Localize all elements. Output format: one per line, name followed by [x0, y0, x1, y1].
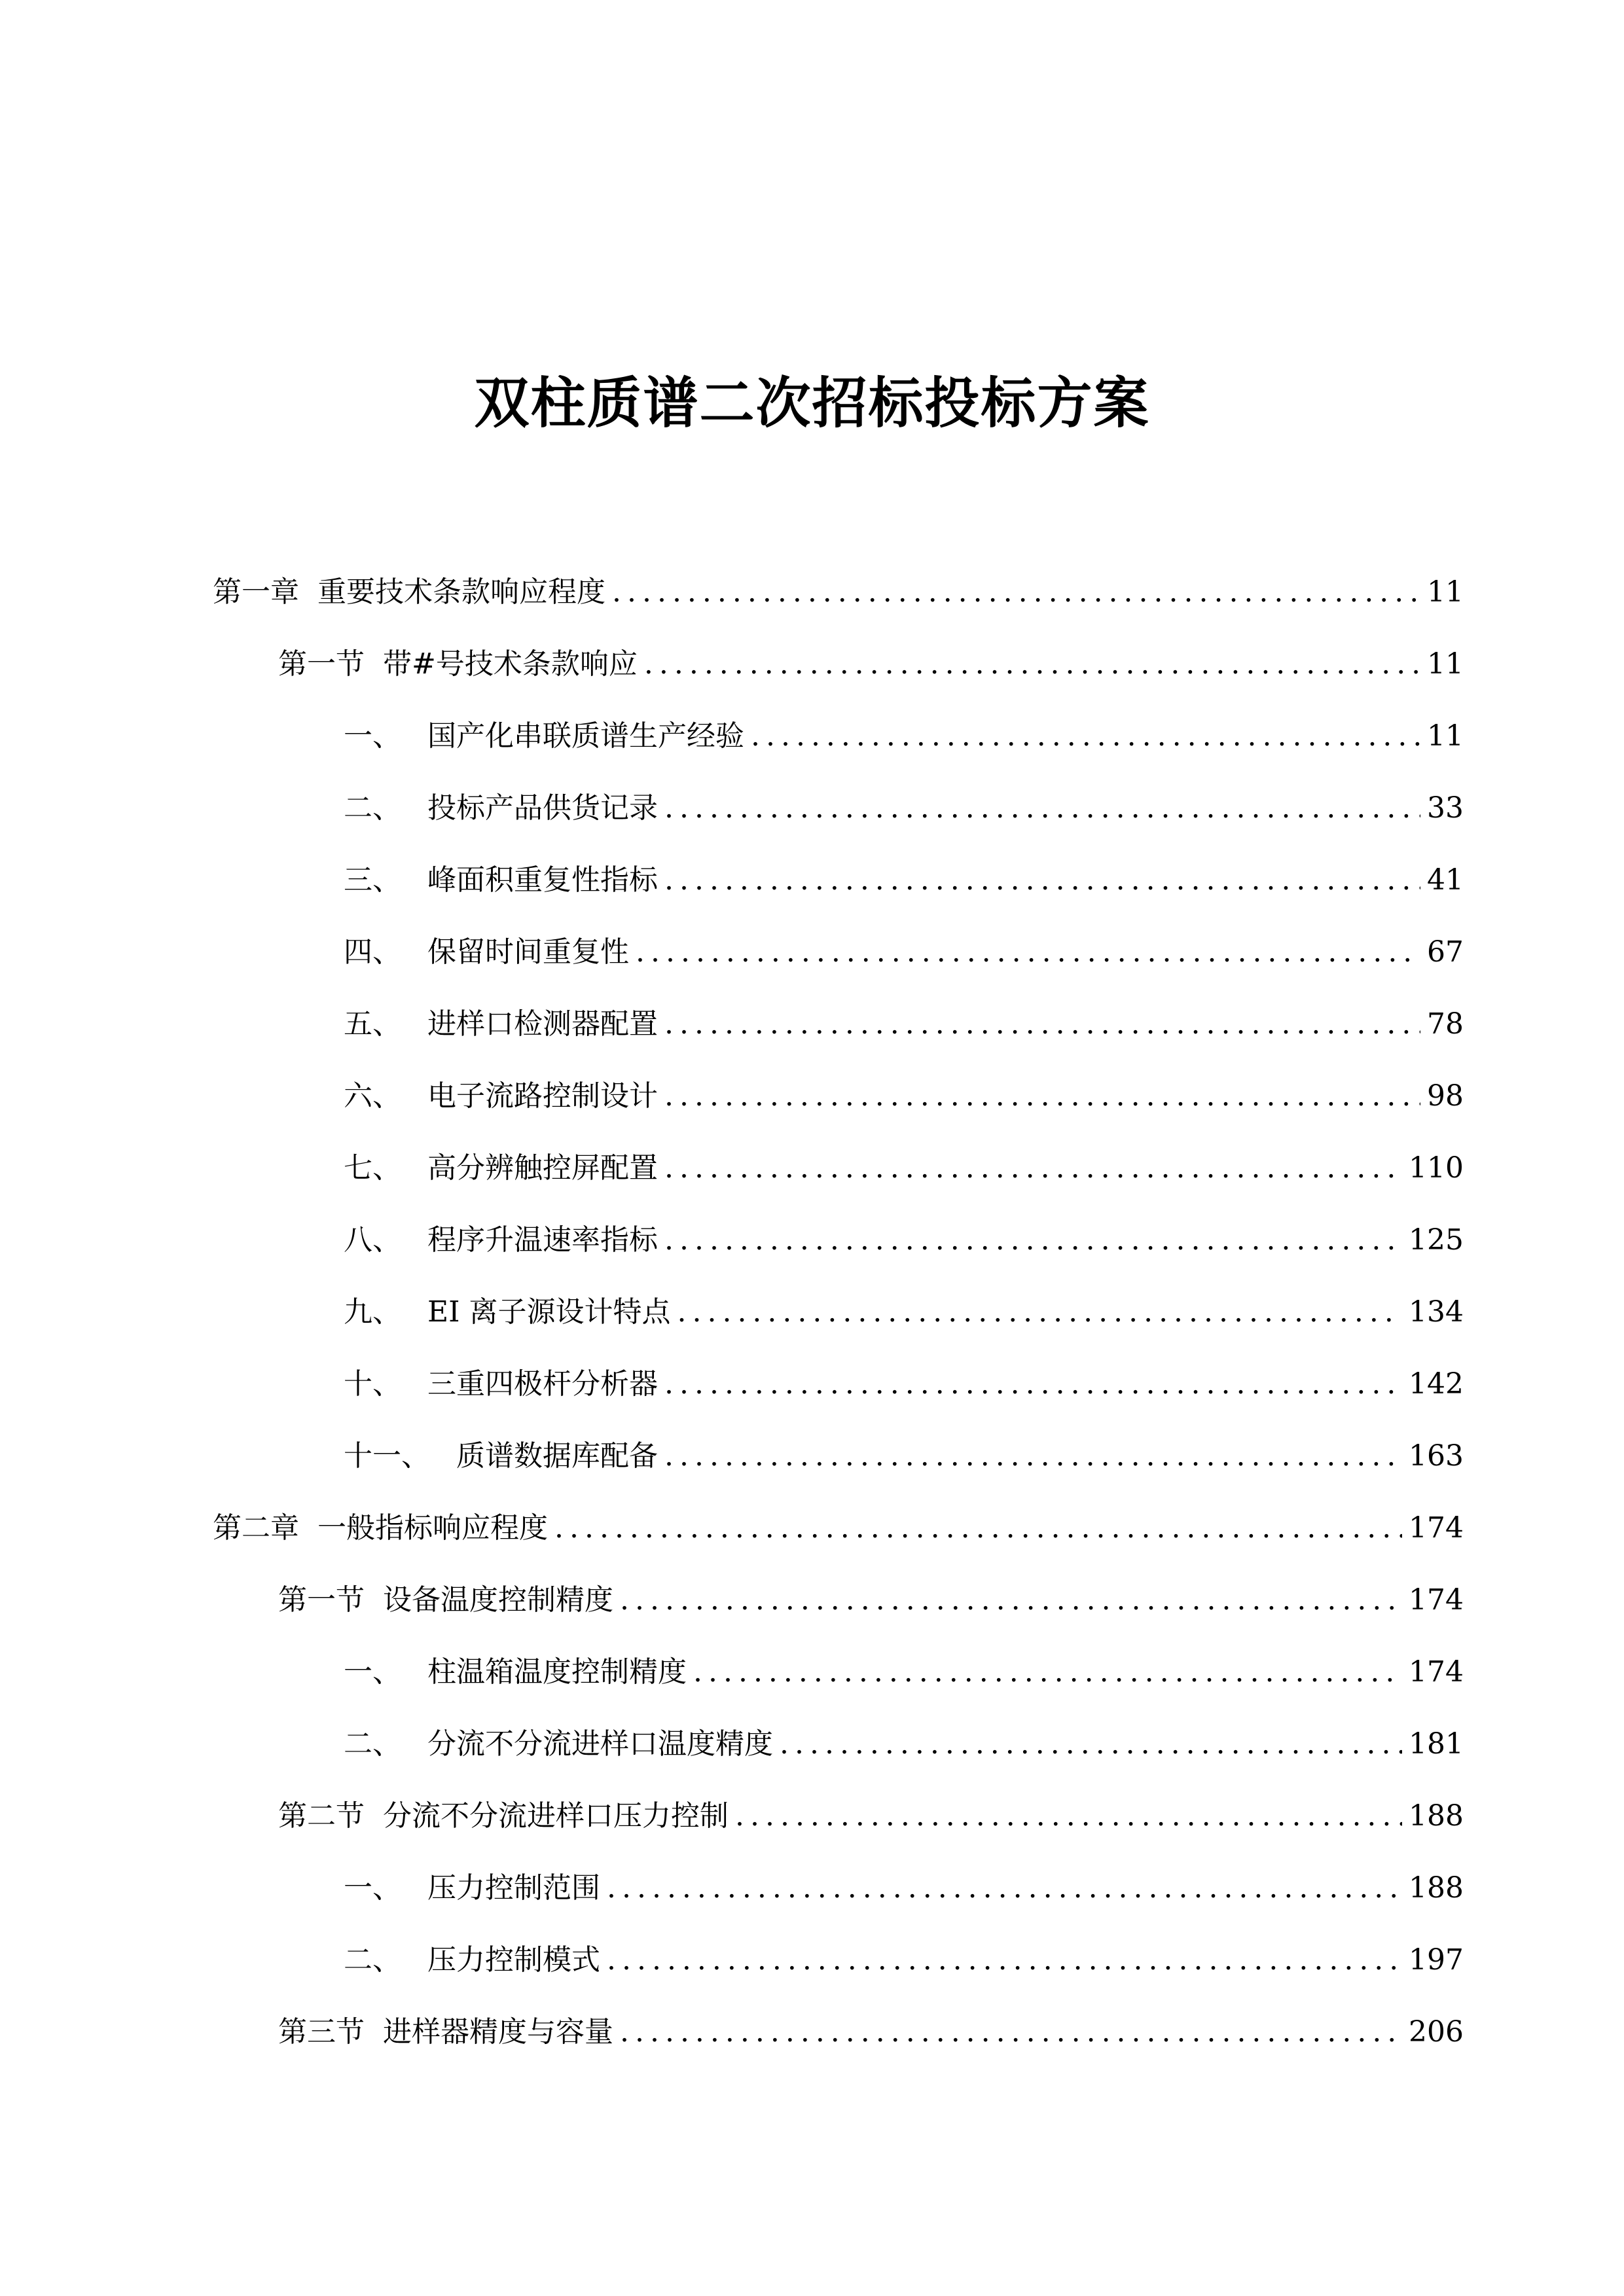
toc-entry[interactable] [344, 1865, 1464, 1911]
toc-entry-number: 五、 [344, 1007, 401, 1041]
toc-entry-number: 九、 [344, 1295, 401, 1329]
toc-entry[interactable] [344, 1001, 1464, 1047]
toc-dot-leader [677, 1289, 1403, 1335]
toc-entry-number: 一、 [344, 1655, 401, 1689]
toc-entry-number: 二、 [344, 1727, 401, 1761]
toc-entry-title: 一般指标响应程度 [317, 1511, 548, 1545]
toc-entry-title: 重要技术条款响应程度 [317, 575, 605, 609]
toc-dot-leader [664, 1361, 1402, 1407]
toc-entry-title: 投标产品供货记录 [427, 791, 658, 825]
toc-entry-page: 163 [1409, 1439, 1464, 1473]
toc-entry[interactable] [344, 1433, 1464, 1479]
toc-entry-number: 二、 [344, 1943, 401, 1977]
toc-entry[interactable] [344, 857, 1464, 903]
toc-entry-page: 41 [1427, 863, 1464, 897]
toc-entry-title: EI 离子源设计特点 [427, 1295, 671, 1329]
toc-dot-leader [607, 1937, 1402, 1983]
toc-entry-number: 一、 [344, 1871, 401, 1905]
toc-entry-title: 分流不分流进样口压力控制 [383, 1799, 729, 1833]
toc-entry-page: 188 [1409, 1871, 1464, 1905]
toc-entry[interactable] [344, 1289, 1464, 1335]
toc-dot-leader [664, 785, 1420, 831]
toc-entry-page: 110 [1409, 1151, 1464, 1185]
toc-entry-number: 四、 [344, 935, 401, 969]
toc-entry-number: 一、 [344, 719, 401, 753]
toc-entry-title: 进样器精度与容量 [383, 2015, 613, 2049]
toc-entry-number: 第一章 [213, 575, 299, 609]
toc-entry-title: 电子流路控制设计 [427, 1079, 658, 1113]
toc-entry-number: 第一节 [278, 647, 365, 681]
toc-dot-leader [664, 1145, 1402, 1191]
toc-entry-title: 压力控制范围 [427, 1871, 600, 1905]
toc-entry-page: 174 [1409, 1655, 1464, 1689]
toc-dot-leader [554, 1505, 1402, 1551]
toc-entry-page: 33 [1427, 791, 1464, 825]
toc-dot-leader [693, 1649, 1402, 1695]
toc-dot-leader [664, 857, 1420, 903]
toc-entry[interactable] [278, 2009, 1464, 2055]
toc-entry-page: 67 [1427, 935, 1464, 969]
toc-entry-title: 程序升温速率指标 [427, 1223, 658, 1257]
toc-dot-leader [735, 1793, 1402, 1839]
toc-entry[interactable] [278, 641, 1464, 687]
toc-dot-leader [664, 1217, 1402, 1263]
toc-entry-page: 78 [1427, 1007, 1464, 1041]
toc-entry[interactable] [213, 1505, 1464, 1551]
toc-entry-page: 125 [1409, 1223, 1464, 1257]
toc-entry-title: 峰面积重复性指标 [427, 863, 658, 897]
toc-entry-number: 第一节 [278, 1583, 365, 1617]
toc-entry-number: 三、 [344, 863, 401, 897]
toc-dot-leader [607, 1865, 1402, 1911]
toc-entry-number: 八、 [344, 1223, 401, 1257]
toc-entry-title: 带#号技术条款响应 [383, 647, 638, 681]
toc-entry[interactable] [278, 1793, 1464, 1839]
toc-entry-page: 181 [1409, 1727, 1464, 1761]
toc-entry-title: 质谱数据库配备 [456, 1439, 658, 1473]
toc-entry-page: 142 [1409, 1367, 1464, 1401]
toc-entry[interactable] [344, 929, 1464, 975]
toc-entry-number: 二、 [344, 791, 401, 825]
toc-entry-number: 十、 [344, 1367, 401, 1401]
toc-entry-number: 十一、 [344, 1439, 430, 1473]
toc-entry-number: 第二节 [278, 1799, 365, 1833]
toc-entry-number: 第三节 [278, 2015, 365, 2049]
toc-entry-title: 高分辨触控屏配置 [427, 1151, 658, 1185]
toc-entry-page: 174 [1409, 1583, 1464, 1617]
toc-dot-leader [664, 1073, 1420, 1119]
toc-entry-title: 压力控制模式 [427, 1943, 600, 1977]
toc-entry-page: 197 [1409, 1943, 1464, 1977]
toc-entry-title: 进样口检测器配置 [427, 1007, 658, 1041]
toc-entry[interactable] [344, 1649, 1464, 1695]
toc-entry[interactable] [213, 569, 1464, 615]
toc-entry[interactable] [344, 1721, 1464, 1767]
toc-entry-number: 七、 [344, 1151, 401, 1185]
toc-dot-leader [636, 929, 1420, 975]
toc-entry-page: 174 [1409, 1511, 1464, 1545]
toc-dot-leader [644, 641, 1420, 687]
toc-entry-page: 134 [1409, 1295, 1464, 1329]
toc-entry[interactable] [344, 1361, 1464, 1407]
toc-entry-number: 六、 [344, 1079, 401, 1113]
toc-entry-title: 柱温箱温度控制精度 [427, 1655, 687, 1689]
toc-entry[interactable] [344, 1145, 1464, 1191]
toc-entry-title: 设备温度控制精度 [383, 1583, 613, 1617]
toc-entry-page: 11 [1427, 575, 1464, 609]
toc-entry-page: 11 [1427, 647, 1464, 681]
toc-entry[interactable] [344, 1073, 1464, 1119]
toc-entry-page: 188 [1409, 1799, 1464, 1833]
toc-entry-title: 保留时间重复性 [427, 935, 629, 969]
toc-dot-leader [620, 1577, 1402, 1623]
toc-dot-leader [780, 1721, 1402, 1767]
toc-entry[interactable] [344, 1217, 1464, 1263]
toc-dot-leader [620, 2009, 1402, 2055]
toc-entry-title: 三重四极杆分析器 [427, 1367, 658, 1401]
toc-entry[interactable] [344, 1937, 1464, 1983]
toc-entry-page: 206 [1409, 2015, 1464, 2049]
toc-entry-title: 国产化串联质谱生产经验 [427, 719, 744, 753]
toc-dot-leader [664, 1433, 1402, 1479]
toc-entry-number: 第二章 [213, 1511, 299, 1545]
toc-entry[interactable] [344, 785, 1464, 831]
toc-entry-page: 11 [1427, 719, 1464, 753]
toc-entry-page: 98 [1427, 1079, 1464, 1113]
toc-dot-leader [664, 1001, 1420, 1047]
document-title: 双柱质谱二次招标投标方案 [474, 371, 1150, 436]
toc-entry[interactable] [344, 713, 1464, 759]
toc-dot-leader [751, 713, 1420, 759]
toc-entry[interactable] [278, 1577, 1464, 1623]
toc-dot-leader [612, 569, 1420, 615]
toc-entry-title: 分流不分流进样口温度精度 [427, 1727, 773, 1761]
